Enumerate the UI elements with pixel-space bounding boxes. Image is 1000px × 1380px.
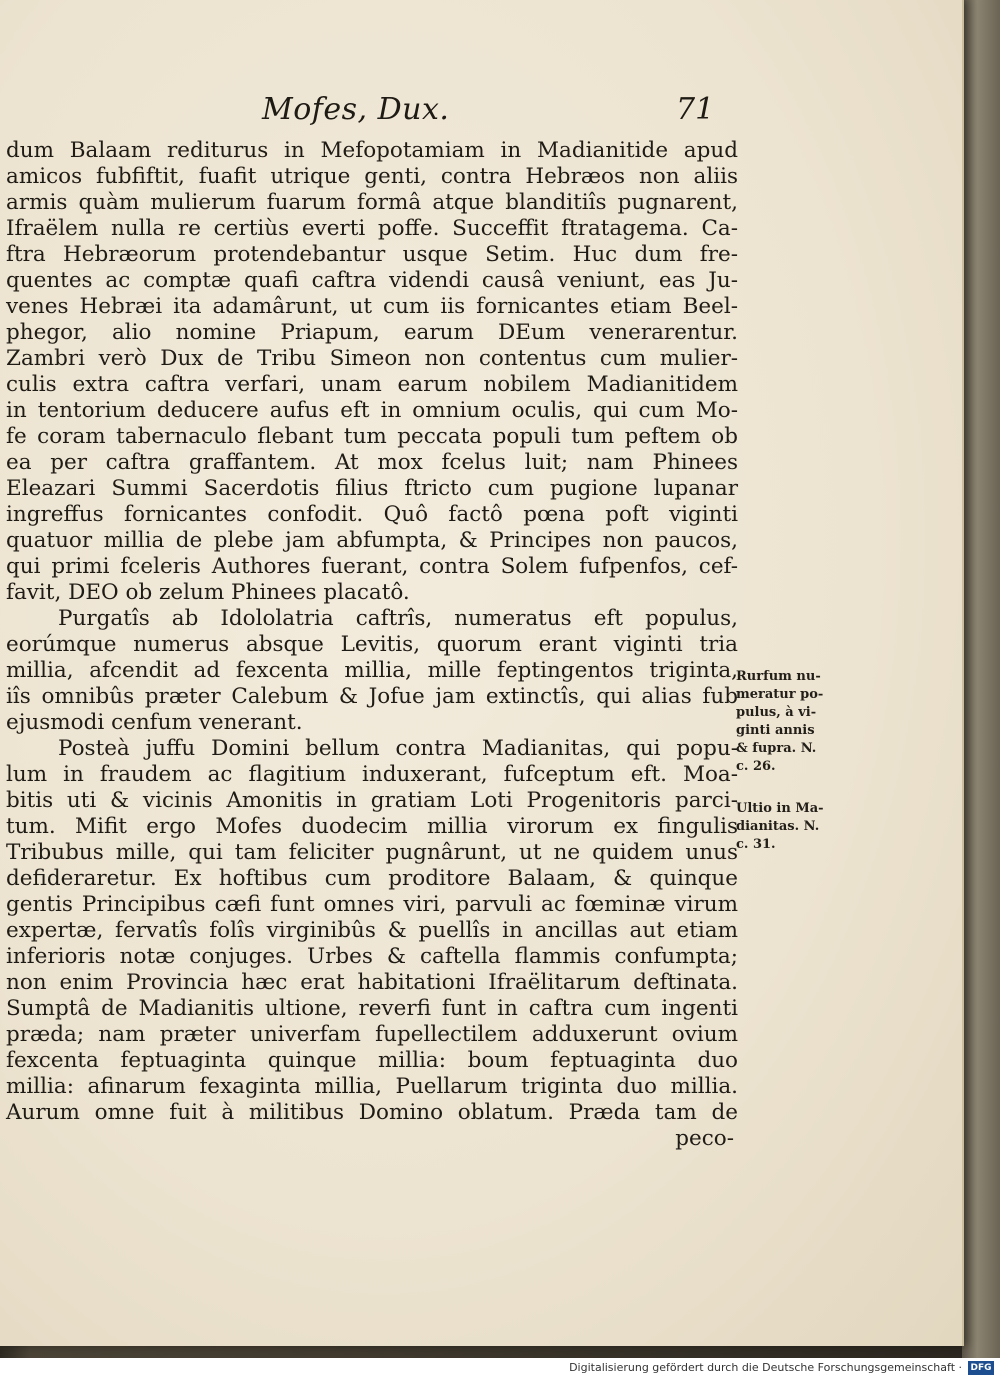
margin-note xyxy=(736,800,842,854)
text-line: in tentorium deducere aufus eft in omnium oculis, qui cum Mo- xyxy=(6,398,738,423)
page-number: 71 xyxy=(676,92,715,127)
text-line: expertæ, fervatîs folîs virginibûs & puellîs in ancillas aut etiam xyxy=(6,918,738,943)
text-line: Eleazari Summi Sacerdotis filius ftricto cum pugione lupanar xyxy=(6,476,738,501)
margin-note-line: ginti annis xyxy=(736,723,815,738)
margin-note-line: Rurfum nu- xyxy=(736,669,821,684)
text-line: ea per caftra graffantem. At mox fcelus luit; nam Phinees xyxy=(6,450,738,475)
text-line: venes Hebræi ita adamârunt, ut cum iis fornicantes etiam Beel- xyxy=(6,294,738,319)
footer-credit: Digitalisierung gefördert durch die Deutsche Forschungsgemeinschaft · xyxy=(569,1361,962,1374)
text-line: bitis uti & vicinis Amonitis in gratiam Loti Progenitoris parci- xyxy=(6,788,738,813)
text-line: ejusmodi cenfum venerant. xyxy=(6,710,303,735)
margin-note-line: meratur po- xyxy=(736,687,824,702)
running-head xyxy=(0,92,962,142)
margin-note-line: Ultio in Ma- xyxy=(736,801,824,816)
text-line: iîs omnibûs præter Calebum & Jofue jam extinctîs, qui alias fub xyxy=(6,684,738,709)
text-line: fe coram tabernaculo flebant tum peccata populi tum peftem ob xyxy=(6,424,738,449)
text-line: gentis Principibus cæfi funt omnes viri, parvuli ac fœminæ virum xyxy=(6,892,738,917)
text-line: quentes ac comptæ quafi caftra videndi causâ veniunt, eas Ju- xyxy=(6,268,738,293)
text-line: qui primi fceleris Authores fuerant, contra Solem fufpenfos, cef- xyxy=(6,554,738,579)
text-line: eorúmque numerus absque Levitis, quorum erant viginti tria xyxy=(6,632,738,657)
text-line: armis quàm mulierum fuarum formâ atque blanditiîs pugnarent, xyxy=(6,190,738,215)
text-line: millia: afinarum fexaginta millia, Puellarum triginta duo millia. xyxy=(6,1074,738,1099)
text-line: Purgatîs ab Idololatria caftrîs, numeratus eft populus, xyxy=(58,606,738,631)
text-line: favit, DEO ob zelum Phinees placatô. xyxy=(6,580,410,605)
text-line: Sumptâ de Madianitis ultione, reverfi funt in caftra cum ingenti xyxy=(6,996,738,1021)
text-line: Ifraëlem nulla re certiùs everti poffe. Succeffit ftratagema. Ca- xyxy=(6,216,738,241)
text-line: Aurum omne fuit à militibus Domino oblatum. Præda tam de xyxy=(6,1100,738,1125)
text-line: phegor, alio nomine Priapum, earum DEum venerarentur. xyxy=(6,320,738,345)
margin-note-line: c. 26. xyxy=(736,759,776,774)
catchword: peco- xyxy=(675,1126,734,1151)
text-line: non enim Provincia hæc erat habitationi Ifraëlitarum deftinata. xyxy=(6,970,738,995)
text-line: amicos fubfiftit, fuafit utrique genti, contra Hebræos non aliis xyxy=(6,164,738,189)
text-line: tum. Mifit ergo Mofes duodecim millia virorum ex fingulis xyxy=(6,814,738,839)
margin-note-line: pulus, à vi- xyxy=(736,705,817,720)
text-line: ingreffus fornicantes confodit. Quô factô pœna poft viginti xyxy=(6,502,738,527)
text-line: culis extra caftra verfari, unam earum nobilem Madianitidem xyxy=(6,372,738,397)
adjacent-page-edge xyxy=(962,0,1000,1358)
text-line: fexcenta feptuaginta quinque millia: boum feptuaginta duo xyxy=(6,1048,738,1073)
text-line: quatuor millia de plebe jam abfumpta, & Principes non paucos, xyxy=(6,528,738,553)
margin-note-line: dianitas. N. xyxy=(736,819,820,834)
margin-notes xyxy=(736,668,842,878)
margin-note-line: c. 31. xyxy=(736,837,776,852)
text-line: Posteà juffu Domini bellum contra Madianitas, qui popu- xyxy=(58,736,738,761)
text-line: Zambri verò Dux de Tribu Simeon non contentus cum mulier- xyxy=(6,346,738,371)
margin-note xyxy=(736,668,842,776)
text-line: ftra Hebræorum protendebantur usque Setim. Huc dum fre- xyxy=(6,242,738,267)
text-line: defideraretur. Ex hoftibus cum proditore Balaam, & quinque xyxy=(6,866,738,891)
margin-note-line: & fupra. N. xyxy=(736,741,817,756)
text-line: millia, afcendit ad fexcenta millia, mille feptingentos triginta, xyxy=(6,658,738,683)
text-line: inferioris notæ conjuges. Urbes & caftella flammis confumpta; xyxy=(6,944,738,969)
digitization-footer xyxy=(0,1358,1000,1380)
dfg-logo: DFG xyxy=(968,1361,994,1375)
text-line: lum in fraudem ac flagitium induxerant, fufceptum eft. Moa- xyxy=(6,762,738,787)
running-head-title: Mofes, Dux. xyxy=(262,92,450,127)
text-line: Tribubus mille, qui tam feliciter pugnârunt, ut ne quidem unus xyxy=(6,840,738,865)
text-line: dum Balaam rediturus in Mefopotamiam in Madianitide apud xyxy=(6,138,738,163)
main-text-block xyxy=(6,138,738,1152)
text-line: præda; nam præter univerfam fupellectilem adduxerunt ovium xyxy=(6,1022,738,1047)
